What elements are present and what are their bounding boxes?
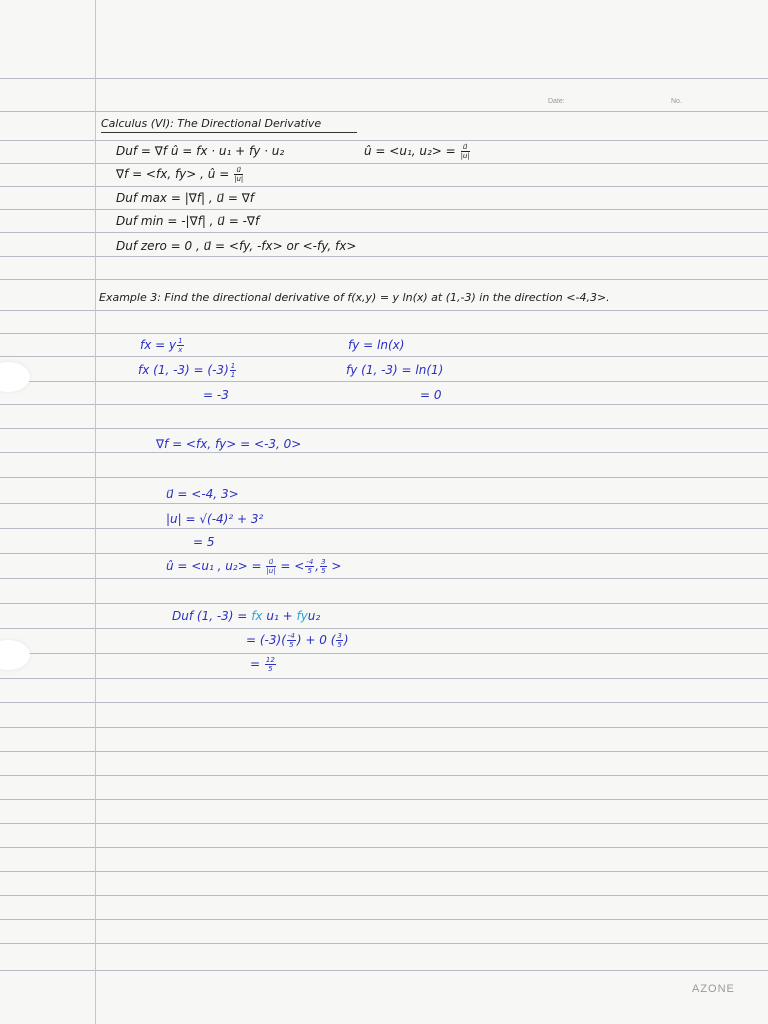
- title-underline: [101, 132, 357, 133]
- ruled-line: [0, 653, 768, 654]
- ruled-line: [0, 628, 768, 629]
- ruled-line: [0, 603, 768, 604]
- ruled-line: [0, 111, 768, 112]
- min-line: Duf min = -|∇f| , u⃗ = -∇f: [116, 214, 260, 228]
- fy-eval-line: fy (1, -3) = ln(1): [346, 363, 444, 377]
- fx-eval-fraction: [230, 362, 236, 379]
- ruled-line: [0, 895, 768, 896]
- fraction-numerator: 1: [178, 337, 183, 345]
- gradient-unit-text: û =: [207, 167, 230, 181]
- duf-result-prefix: =: [250, 657, 261, 671]
- fraction-denominator: |u|: [234, 175, 244, 183]
- binder-hole: [0, 640, 30, 670]
- fraction-numerator: 12: [265, 656, 275, 664]
- duf-step-line: [246, 632, 349, 649]
- ruled-line: [0, 140, 768, 141]
- duf-fx: fx: [251, 609, 263, 623]
- ruled-line: [0, 381, 768, 382]
- unit-vector-fraction: [266, 558, 275, 575]
- fraction-numerator: -4: [287, 632, 295, 640]
- ruled-line: [0, 727, 768, 728]
- ruled-line: [0, 702, 768, 703]
- margin-line: [95, 0, 96, 1024]
- unit-vector-middle: = <: [280, 559, 305, 573]
- fraction-numerator: u⃗: [266, 558, 275, 567]
- ruled-line: [0, 333, 768, 334]
- fraction-denominator: 5: [337, 641, 342, 649]
- ruled-line: [0, 775, 768, 776]
- ruled-line: [0, 823, 768, 824]
- fraction-denominator: 5: [307, 567, 313, 575]
- unit-vector-result-line: û = <u₁ , u₂> = $\frac{u⃗}{|u|}$ = < $\frac{-4}{5}$ , $\frac{3}{5}$ >: [166, 558, 342, 575]
- binder-hole: [0, 362, 30, 392]
- unit-vector-end: >: [331, 559, 342, 573]
- duf-step-c: ): [343, 633, 349, 647]
- fraction-denominator: |u|: [266, 567, 276, 575]
- duf-result-line: [250, 656, 277, 673]
- ruled-line: [0, 452, 768, 453]
- brand-logo: AZONE: [692, 983, 735, 995]
- component-1-fraction: [305, 558, 314, 575]
- fx-eval-line: [138, 362, 237, 379]
- gradient-line: [116, 166, 244, 183]
- unit-vector-line: [364, 143, 471, 160]
- duf-u2: u₂: [307, 609, 321, 623]
- ruled-line: [0, 209, 768, 210]
- max-line: Duf max = |∇f| , u⃗ = ∇f: [116, 191, 255, 205]
- fx-fraction: [177, 337, 183, 354]
- direction-vector-line: u⃗ = <-4, 3>: [166, 487, 239, 501]
- gradient-text: ∇f = <fx, fy> ,: [116, 167, 204, 181]
- ruled-line: [0, 428, 768, 429]
- fraction-numerator: u⃗: [234, 166, 243, 175]
- ruled-line: [0, 799, 768, 800]
- fraction-denominator: 5: [321, 567, 326, 575]
- fraction-numerator: -4: [306, 558, 314, 566]
- ruled-line: [0, 919, 768, 920]
- fraction-numerator: 3: [337, 632, 342, 640]
- date-label: Date:: [548, 98, 565, 105]
- duf-fy: fy: [296, 609, 308, 623]
- duf-step-a: = (-3)(: [246, 633, 286, 647]
- ruled-line: [0, 578, 768, 579]
- unit-vector-fraction: [461, 143, 470, 160]
- ruled-line: [0, 871, 768, 872]
- fraction-numerator: u⃗: [461, 143, 470, 152]
- fx-line: [140, 337, 185, 354]
- duf-result-fraction: [265, 656, 276, 673]
- magnitude-line: |u| = √(-4)² + 3²: [166, 512, 264, 526]
- component-2-fraction: [320, 558, 326, 575]
- fraction-denominator: 5: [268, 665, 273, 673]
- ruled-line: [0, 477, 768, 478]
- ruled-line: [0, 847, 768, 848]
- unit-vector-prefix: û = <u₁ , u₂> =: [166, 559, 262, 573]
- ruled-line: [0, 356, 768, 357]
- fx-result: = -3: [203, 388, 229, 402]
- example-prompt: Example 3: Find the directional derivative of f(x,y) = y ln(x) at (1,-3) in the direction <-4,3>.: [99, 291, 610, 304]
- ruled-line: [0, 678, 768, 679]
- fraction-denominator: x: [178, 346, 183, 354]
- fy-result: = 0: [420, 388, 442, 402]
- fx-eval-text: fx (1, -3) = (-3): [138, 363, 229, 377]
- definition-line: Duf = ∇f û = fx · u₁ + fy · u₂: [116, 144, 285, 158]
- ruled-line: [0, 970, 768, 971]
- ruled-line: [0, 503, 768, 504]
- fraction-numerator: 3: [321, 558, 326, 566]
- duf-fraction-1: [287, 632, 296, 649]
- ruled-line: [0, 310, 768, 311]
- ruled-line: [0, 279, 768, 280]
- ruled-line: [0, 163, 768, 164]
- zero-line: Duf zero = 0 , u⃗ = <fy, -fx> or <-fy, fx>: [116, 239, 357, 253]
- ruled-line: [0, 751, 768, 752]
- notes-title: Calculus (VI): The Directional Derivative: [101, 117, 322, 130]
- unit-vector-text: û = <u₁, u₂> =: [364, 144, 456, 158]
- duf-line: [172, 608, 320, 624]
- ruled-line: [0, 256, 768, 257]
- fx-text: fx = y: [140, 338, 177, 352]
- gradient-result-line: ∇f = <fx, fy> = <-3, 0>: [156, 437, 302, 451]
- gradient-unit-fraction: [234, 166, 243, 183]
- magnitude-result: = 5: [193, 535, 215, 549]
- duf-label: Duf (1, -3) =: [172, 609, 248, 623]
- ruled-line: [0, 943, 768, 944]
- ruled-line: [0, 404, 768, 405]
- fy-line: fy = ln(x): [348, 338, 405, 352]
- fraction-denominator: 5: [289, 641, 294, 649]
- duf-step-b: ) + 0 (: [296, 633, 336, 647]
- duf-u1: u₁ +: [266, 609, 293, 623]
- number-label: No.: [671, 98, 682, 105]
- ruled-line: [0, 553, 768, 554]
- fraction-denominator: |u|: [460, 152, 470, 160]
- ruled-line: [0, 186, 768, 187]
- fraction-numerator: 1: [230, 362, 236, 370]
- ruled-line: [0, 232, 768, 233]
- ruled-line: [0, 528, 768, 529]
- ruled-line: [0, 78, 768, 79]
- fraction-denominator: 1: [230, 371, 236, 379]
- duf-fraction-2: [336, 632, 342, 649]
